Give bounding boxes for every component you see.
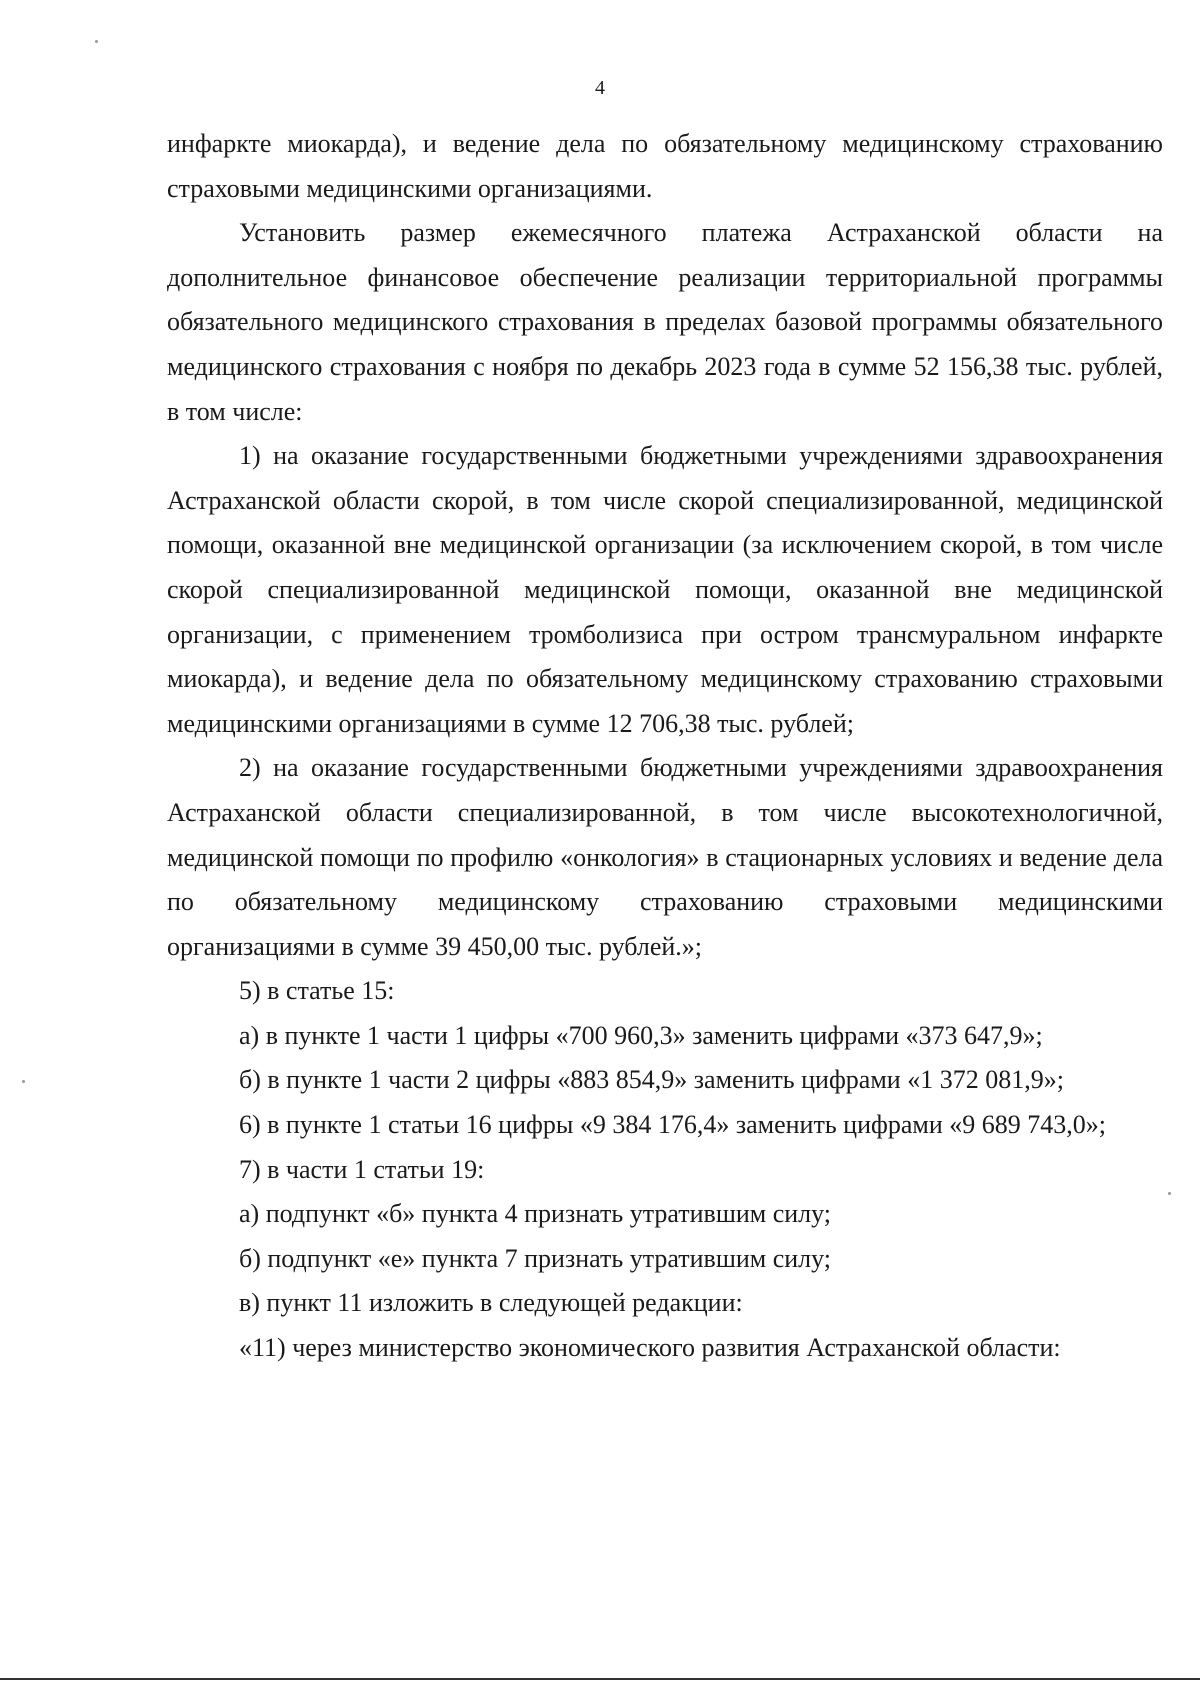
page-number: 4 [595, 77, 605, 99]
document-body [167, 122, 1163, 1371]
paragraph-item-7v: в) пункт 11 изложить в следующей редакции: [239, 1288, 743, 1318]
scan-speck [22, 1080, 25, 1083]
scan-speck [95, 40, 98, 43]
paragraph-item-1-emergency-care: 1) на оказание государственными бюджетными учреждениями здравоохранения Астраханской области скорой, в том числе скорой специализированной, медицинской помощи, оказанной вне медицинской организации (за исключением скорой, в том числе скорой специализированной медицинской помощи, оказанной вне медицинской организации, с применением тромболизиса при остром трансмуральном инфаркте миокарда), и ведение дела по обязательному медицинскому страхованию страховыми медицинскими организациями в сумме 12 706,38 тыс. рублей; [167, 441, 1163, 738]
paragraph-monthly-payment: Установить размер ежемесячного платежа Астраханской области на дополнительное финансовое обеспечение реализации территориальной программы обязательного медицинского страхования в пределах базовой программы обязательного медицинского страхования с ноября по декабрь 2023 года в сумме 52 156,38 тыс. рублей, в том числе: [167, 218, 1163, 426]
paragraph-item-7-article-19: 7) в части 1 статьи 19: [239, 1154, 485, 1184]
paragraph-item-5-article-15: 5) в статье 15: [239, 976, 395, 1006]
paragraph-item-6-article-16: 6) в пункте 1 статьи 16 цифры «9 384 176,4» заменить цифрами «9 689 743,0»; [239, 1110, 1106, 1140]
scan-edge-line [0, 1678, 1200, 1680]
paragraph-item-5b: б) в пункте 1 части 2 цифры «883 854,9» заменить цифрами «1 372 081,9»; [239, 1065, 1064, 1095]
paragraph-continuation: инфаркте миокарда), и ведение дела по обязательному медицинскому страхованию страховыми медицинскими организациями. [167, 129, 1163, 203]
scan-speck [1168, 1192, 1171, 1195]
paragraph-item-11-quote: «11) через министерство экономического развития Астраханской области: [239, 1333, 1061, 1363]
paragraph-item-5a: а) в пункте 1 части 1 цифры «700 960,3» заменить цифрами «373 647,9»; [239, 1020, 1043, 1050]
paragraph-item-7a: а) подпункт «б» пункта 4 признать утратившим силу; [239, 1199, 832, 1229]
paragraph-item-7b: б) подпункт «е» пункта 7 признать утратившим силу; [239, 1243, 832, 1273]
paragraph-item-2-oncology: 2) на оказание государственными бюджетными учреждениями здравоохранения Астраханской области специализированной, в том числе высокотехнологичной, медицинской помощи по профилю «онкология» в стационарных условиях и ведение дела по обязательному медицинскому страхованию страховыми медицинскими организациями в сумме 39 450,00 тыс. рублей.»; [167, 753, 1163, 961]
